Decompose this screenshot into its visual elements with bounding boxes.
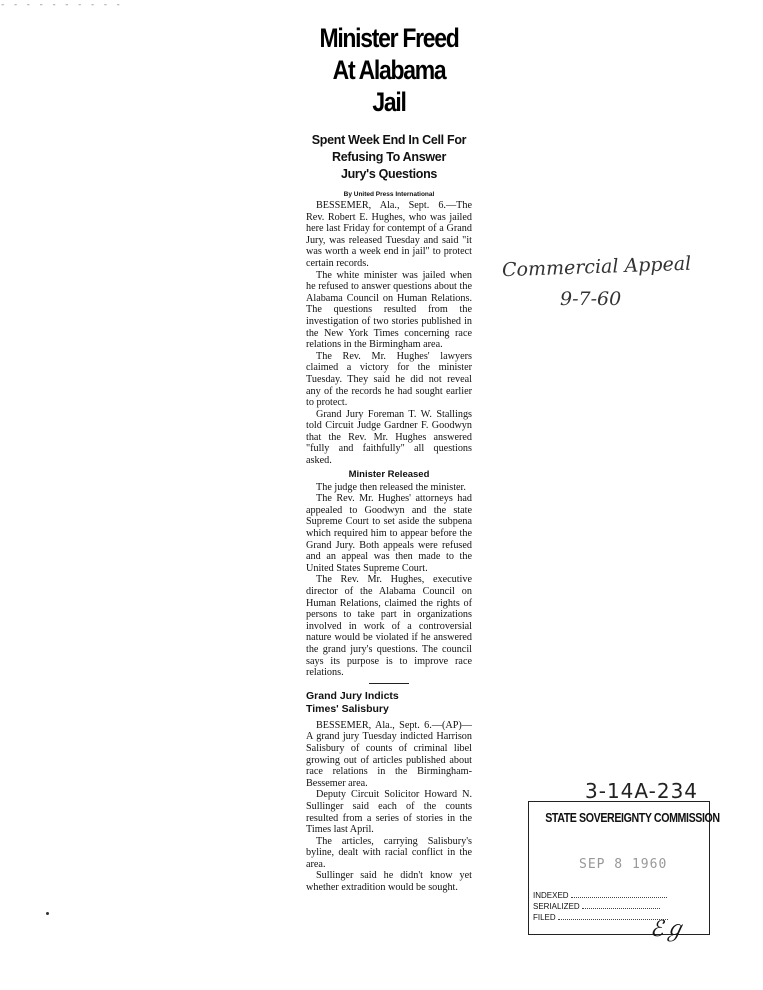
margin-dots: - - - - - - - - - - xyxy=(0,0,122,10)
stamp-field-label: FILED xyxy=(533,913,556,922)
paragraph: The Rev. Mr. Hughes' attorneys had appealed to Goodwyn and the state Supreme Court to set aside the subpena which required him to appear before the Grand Jury. Both appeals were refused and an appeal was then made to the United States Supreme Court. xyxy=(306,493,472,574)
byline: By United Press International xyxy=(343,191,435,198)
subheadline-line-2: Refusing To Answer xyxy=(331,150,447,164)
stamp-field-line xyxy=(582,901,660,909)
stamp-date: SEP 8 1960 xyxy=(579,857,668,872)
article-body-2 xyxy=(306,482,472,679)
handwritten-source: Commercial Appeal xyxy=(501,252,692,282)
stamp-field-label: SERIALIZED xyxy=(533,902,580,911)
stamp-title: STATE SOVEREIGNTY COMMISSION xyxy=(545,810,720,825)
article-body-3 xyxy=(306,720,472,894)
initials-signature: ℰℊ xyxy=(650,917,686,942)
subheadline-line-1: Spent Week End In Cell For xyxy=(311,133,467,147)
paragraph: Sullinger said he didn't know yet whether extradition would be sought. xyxy=(306,870,472,894)
stamp-file-number: 3-14A-234 xyxy=(585,779,699,803)
paragraph: Grand Jury Foreman T. W. Stallings told Circuit Judge Gardner F. Goodwyn that the Rev. Mr. Hughes answered "fully and faithfully" all questions asked. xyxy=(306,408,472,467)
subheadline-line-3: Jury's Questions xyxy=(340,167,438,181)
section-2-headline-line-1: Grand Jury Indicts xyxy=(306,689,399,702)
headline xyxy=(318,22,459,118)
paragraph: The Rev. Mr. Hughes, executive director of the Alabama Council on Human Relations, claimed the rights of persons to take part in organizations involved in work of a controversial nature would be violated if he answered the grand jury's questions. The council says its purpose is to improve race relations. xyxy=(306,574,472,679)
stamp-field-line xyxy=(571,890,667,898)
headline-line-2: At Alabama Jail xyxy=(332,55,446,117)
article-body-1 xyxy=(306,200,472,467)
section-2-headline-line-2: Times' Salisbury xyxy=(306,702,389,715)
stamp-field-label: INDEXED xyxy=(533,891,569,900)
divider xyxy=(369,683,409,684)
handwritten-date: 9-7-60 xyxy=(560,288,622,310)
paragraph: The articles, carrying Salisbury's byline, dealt with racial conflict in the area. xyxy=(306,835,472,870)
paragraph: The Rev. Mr. Hughes' lawyers claimed a victory for the minister Tuesday. They said he did not reveal any of the records he had sought earlier to protect. xyxy=(306,350,472,409)
stamp-field-filed xyxy=(533,912,668,923)
section-2-headline xyxy=(306,690,472,716)
crosshead: Minister Released xyxy=(348,468,430,480)
paragraph: BESSEMER, Ala., Sept. 6.—(AP)—A grand jury Tuesday indicted Harrison Salisbury of counts of criminal libel growing out of articles published about race relations in the Birmingham-Bessemer area. xyxy=(306,719,472,789)
paragraph: The white minister was jailed when he refused to answer questions about the Alabama Council on Human Relations. The questions resulted from the investigation of two stories published in the New York Times concerning race relations in the Birmingham area. xyxy=(306,269,472,351)
paragraph: BESSEMER, Ala., Sept. 6.—The Rev. Robert E. Hughes, who was jailed here last Friday for contempt of a Grand Jury, was released Tuesday and said "it was worth a week end in jail" to protect certain records. xyxy=(306,200,472,269)
stamp-fields xyxy=(533,890,668,923)
paragraph: Deputy Circuit Solicitor Howard N. Sullinger said each of the counts resulted from a series of stories in the Times last April. xyxy=(306,789,472,836)
paragraph: The judge then released the minister. xyxy=(316,481,466,493)
subheadline xyxy=(306,132,472,183)
scan-speck xyxy=(46,912,49,915)
newspaper-clipping xyxy=(306,14,472,894)
headline-line-1: Minister Freed xyxy=(319,23,459,53)
stamp-field-serialized xyxy=(533,901,668,912)
stamp-field-indexed xyxy=(533,890,668,901)
